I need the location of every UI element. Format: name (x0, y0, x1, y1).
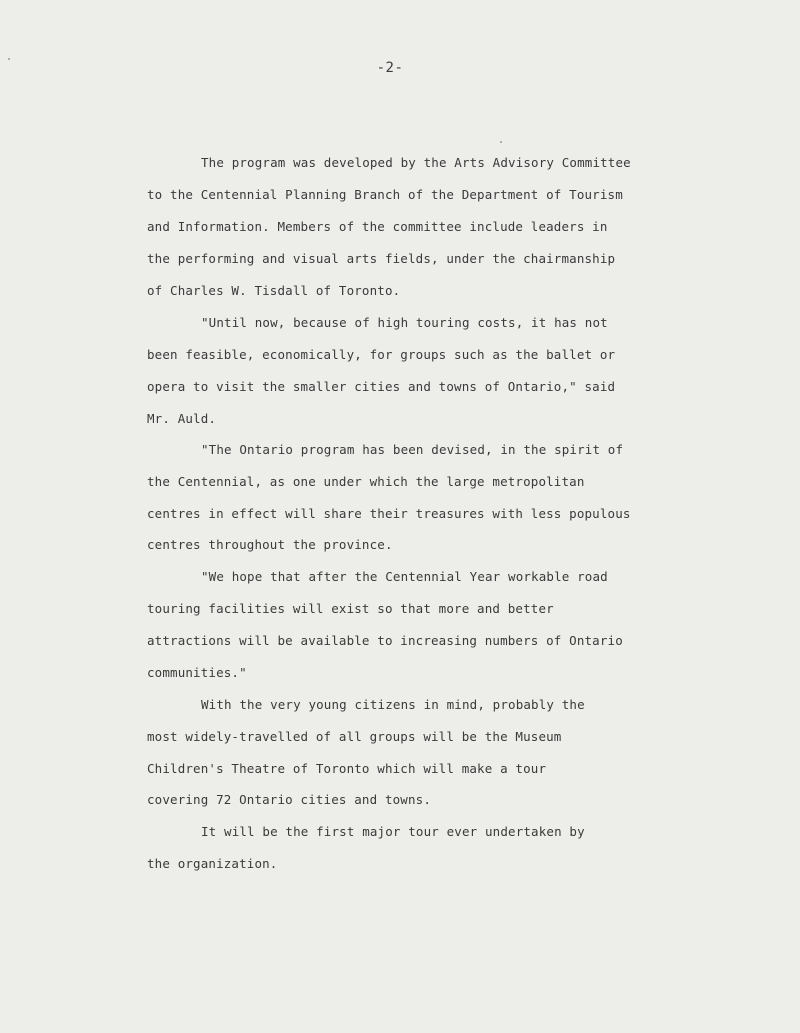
text-line: centres throughout the province. (147, 537, 393, 552)
text-line: communities." (147, 665, 247, 680)
page-number: -2- (376, 60, 404, 76)
paper-speck (500, 141, 502, 143)
text-line: Mr. Auld. (147, 411, 217, 426)
text-line: With the very young citizens in mind, probably the (201, 697, 585, 712)
text-line: Children's Theatre of Toronto which will make a tour (147, 761, 547, 776)
text-line: The program was developed by the Arts Advisory Committee (201, 155, 631, 170)
text-line: opera to visit the smaller cities and towns of Ontario," said (147, 379, 616, 394)
text-line: covering 72 Ontario cities and towns. (147, 792, 431, 807)
text-line: the organization. (147, 856, 278, 871)
text-line: been feasible, economically, for groups such as the ballet or (147, 347, 616, 362)
text-line: "The Ontario program has been devised, in the spirit of (201, 442, 624, 457)
text-line: the performing and visual arts fields, under the chairmanship (147, 251, 616, 266)
text-line: the Centennial, as one under which the large metropolitan (147, 474, 585, 489)
text-line: most widely-travelled of all groups will be the Museum (147, 729, 562, 744)
text-line: attractions will be available to increasing numbers of Ontario (147, 633, 623, 648)
text-line: "Until now, because of high touring costs, it has not (201, 315, 608, 330)
text-line: centres in effect will share their treasures with less populous (147, 506, 631, 521)
text-line: touring facilities will exist so that more and better (147, 601, 554, 616)
text-line: of Charles W. Tisdall of Toronto. (147, 283, 401, 298)
text-line: "We hope that after the Centennial Year workable road (201, 569, 608, 584)
text-line: to the Centennial Planning Branch of the Department of Tourism (147, 187, 623, 202)
text-line: It will be the first major tour ever undertaken by (201, 824, 585, 839)
text-line: and Information. Members of the committee include leaders in (147, 219, 608, 234)
